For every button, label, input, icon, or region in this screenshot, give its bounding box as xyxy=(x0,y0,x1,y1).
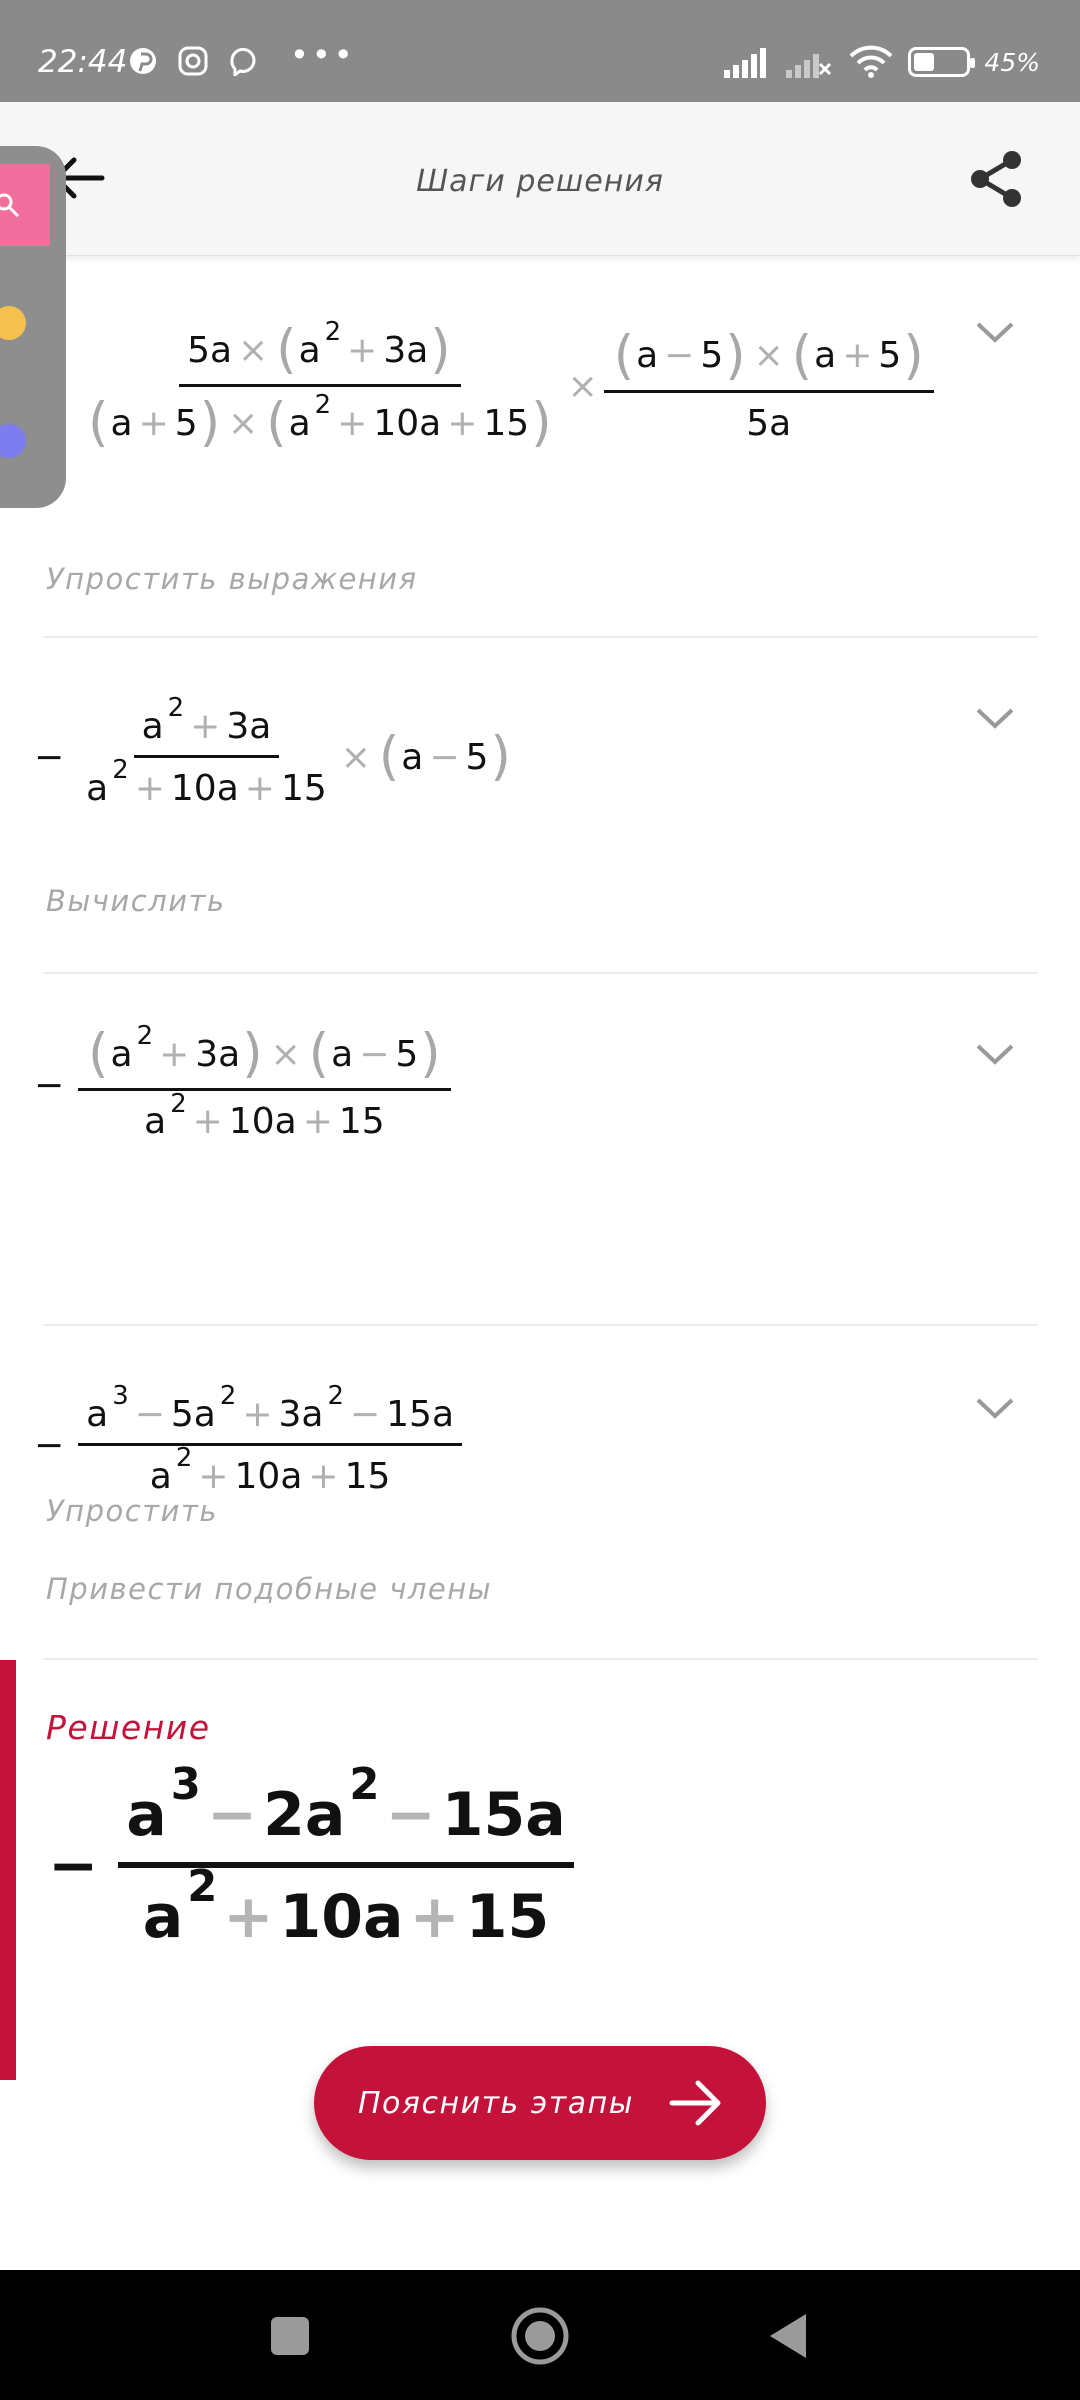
chevron-down-icon[interactable] xyxy=(972,702,1018,736)
operator: × xyxy=(340,737,371,778)
status-bar xyxy=(0,0,1080,102)
paren: ( xyxy=(276,320,297,380)
widget-search-button[interactable] xyxy=(0,164,50,246)
exponent: 2 xyxy=(219,1381,237,1412)
paren: ) xyxy=(531,393,552,454)
term: 5a xyxy=(170,1394,216,1435)
battery-percent: 45% xyxy=(984,47,1040,77)
numerator xyxy=(78,1381,462,1446)
term: 15 xyxy=(465,1882,550,1952)
denominator xyxy=(78,755,335,809)
term: a xyxy=(86,1394,109,1435)
paren: ) xyxy=(430,320,451,380)
instagram-icon xyxy=(178,46,208,76)
solution-accent-bar xyxy=(0,1660,16,2080)
term: a xyxy=(144,1101,167,1143)
operator: + xyxy=(198,1456,229,1497)
paren: ( xyxy=(613,325,635,386)
operator: + xyxy=(337,402,368,444)
term: 3a xyxy=(195,1033,241,1075)
minus-sign: − xyxy=(34,1064,65,1106)
term: a xyxy=(126,1780,167,1850)
operator: + xyxy=(842,335,873,377)
term: 10a xyxy=(234,1456,303,1497)
paren: ) xyxy=(490,727,511,788)
denominator xyxy=(142,1443,399,1497)
operator: − xyxy=(664,335,695,377)
term: 10a xyxy=(373,402,442,444)
viber-icon xyxy=(228,46,258,76)
operator: + xyxy=(190,706,221,747)
operator: + xyxy=(308,1456,339,1497)
operator: + xyxy=(447,402,478,444)
term: 15 xyxy=(344,1456,391,1497)
term: 5 xyxy=(465,737,489,778)
numerator xyxy=(118,1759,573,1868)
fraction xyxy=(604,325,934,444)
term: 10a xyxy=(279,1882,404,1952)
app-bar xyxy=(0,102,1080,256)
step-description: Упростить xyxy=(46,1494,218,1528)
exponent: 2 xyxy=(167,693,185,724)
numerator xyxy=(179,316,461,387)
numerator xyxy=(134,693,280,758)
operator: + xyxy=(159,1033,190,1075)
battery-fill xyxy=(914,53,933,71)
operator: − xyxy=(429,737,460,778)
discord-icon[interactable] xyxy=(0,424,26,458)
back-triangle-icon[interactable] xyxy=(758,2304,822,2368)
operator: − xyxy=(349,1394,381,1435)
fraction xyxy=(78,1020,451,1143)
paren: ) xyxy=(199,393,221,454)
denominator xyxy=(78,387,561,454)
term: 5 xyxy=(174,402,198,444)
operator: + xyxy=(134,768,165,809)
battery-icon xyxy=(908,47,970,77)
home-icon[interactable] xyxy=(508,2304,572,2368)
exponent: 2 xyxy=(175,1443,193,1474)
step-item[interactable] xyxy=(34,1326,1038,1660)
numerator xyxy=(604,325,934,393)
step-description: Привести подобные члены xyxy=(46,1572,493,1606)
term: a xyxy=(142,1882,184,1952)
term: a xyxy=(298,329,321,371)
paren: ) xyxy=(903,325,924,386)
solution-expression xyxy=(48,1759,574,1952)
term: 5a xyxy=(746,402,792,444)
more-dots-icon: ••• xyxy=(290,36,356,74)
operator: + xyxy=(242,1394,273,1435)
system-nav-bar xyxy=(0,2270,1080,2400)
coin-icon[interactable] xyxy=(0,306,26,340)
term: 5 xyxy=(395,1033,419,1075)
chevron-down-icon[interactable] xyxy=(972,1392,1018,1426)
chevron-down-icon[interactable] xyxy=(972,1038,1018,1072)
operator: + xyxy=(302,1101,333,1143)
minus-sign: − xyxy=(34,1425,65,1466)
operator: + xyxy=(409,1882,460,1952)
share-icon[interactable] xyxy=(966,148,1028,210)
term: 3a xyxy=(278,1394,324,1435)
search-icon xyxy=(0,192,20,218)
numerator xyxy=(78,1020,451,1091)
exponent: 2 xyxy=(324,316,342,347)
paren: ( xyxy=(791,325,813,386)
paren: ( xyxy=(308,1024,330,1084)
term: a xyxy=(86,768,109,809)
fraction xyxy=(78,1381,462,1497)
term: 10a xyxy=(228,1101,297,1143)
term: a xyxy=(110,402,133,444)
operator: × xyxy=(238,329,269,371)
paren: ( xyxy=(88,393,109,454)
minus-sign: − xyxy=(48,1831,99,1901)
term: 3a xyxy=(226,706,272,747)
chevron-down-icon[interactable] xyxy=(972,316,1018,350)
fraction xyxy=(78,316,561,454)
signal-icon xyxy=(724,46,772,78)
term: 5 xyxy=(700,335,724,377)
term: 15a xyxy=(386,1394,455,1435)
operator: − xyxy=(359,1033,390,1075)
operator: × xyxy=(228,402,259,444)
recents-icon[interactable] xyxy=(258,2304,322,2368)
exponent: 2 xyxy=(327,1381,344,1412)
operator: − xyxy=(206,1780,258,1850)
operator: + xyxy=(192,1101,223,1143)
arrow-right-icon xyxy=(668,2078,724,2128)
step-expression xyxy=(34,1381,462,1497)
operator: − xyxy=(134,1394,165,1435)
exponent: 3 xyxy=(170,1759,201,1810)
fraction xyxy=(118,1759,573,1952)
paren: ) xyxy=(242,1024,263,1084)
operator: × xyxy=(567,366,598,408)
paren: ( xyxy=(88,1024,109,1084)
paren: ( xyxy=(378,727,400,788)
operator: × xyxy=(270,1033,301,1075)
term: a xyxy=(149,1456,172,1497)
operator: + xyxy=(244,768,275,809)
step-expression xyxy=(34,316,934,454)
term: 15a xyxy=(441,1780,566,1850)
exponent: 3 xyxy=(112,1381,129,1412)
exponent: 2 xyxy=(170,1088,187,1119)
exponent: 2 xyxy=(314,390,332,421)
step-item[interactable] xyxy=(34,638,1038,974)
denominator xyxy=(738,393,799,444)
denominator xyxy=(136,1088,393,1143)
wifi-icon xyxy=(848,45,894,79)
floating-widget[interactable] xyxy=(0,146,66,508)
term: a xyxy=(636,335,659,377)
paren: ( xyxy=(266,393,287,454)
term: a xyxy=(141,706,164,747)
paren: ) xyxy=(420,1024,441,1084)
fraction xyxy=(78,693,335,809)
term: a xyxy=(288,402,311,444)
operator: + xyxy=(223,1882,274,1952)
term: 10a xyxy=(170,768,239,809)
step-description: Упростить выражения xyxy=(46,562,418,596)
minus-sign: − xyxy=(34,737,65,778)
step-expression xyxy=(34,1020,451,1143)
exponent: 2 xyxy=(349,1759,380,1810)
explain-steps-button[interactable] xyxy=(314,2046,766,2160)
term: 3a xyxy=(383,329,429,371)
operator: + xyxy=(138,402,169,444)
term: 15 xyxy=(338,1101,385,1143)
step-description: Вычислить xyxy=(46,884,226,918)
explain-steps-label: Пояснить этапы xyxy=(358,2085,634,2121)
status-time: 22:44 xyxy=(38,44,128,80)
operator: × xyxy=(753,335,784,377)
term: 15 xyxy=(483,402,530,444)
step-item[interactable] xyxy=(44,270,1038,638)
exponent: 2 xyxy=(136,1020,154,1051)
signal-x-icon xyxy=(786,46,834,78)
operator: − xyxy=(385,1780,436,1850)
term: a xyxy=(401,737,424,778)
denominator xyxy=(135,1861,558,1952)
solution-label: Решение xyxy=(46,1708,211,1747)
paren: ) xyxy=(725,325,746,386)
term: a xyxy=(110,1033,133,1075)
term: 5a xyxy=(187,329,233,371)
term: 2a xyxy=(263,1780,346,1850)
exponent: 2 xyxy=(112,755,129,786)
term: 5 xyxy=(878,335,902,377)
solution-section xyxy=(0,1660,1080,2080)
term: a xyxy=(814,335,837,377)
status-right xyxy=(724,44,1040,80)
operator: + xyxy=(347,329,378,371)
pinterest-icon xyxy=(128,46,158,76)
exponent: 2 xyxy=(187,1861,218,1912)
page-title: Шаги решения xyxy=(416,164,664,199)
term: 15 xyxy=(280,768,327,809)
step-expression xyxy=(34,693,513,809)
term: a xyxy=(331,1033,354,1075)
